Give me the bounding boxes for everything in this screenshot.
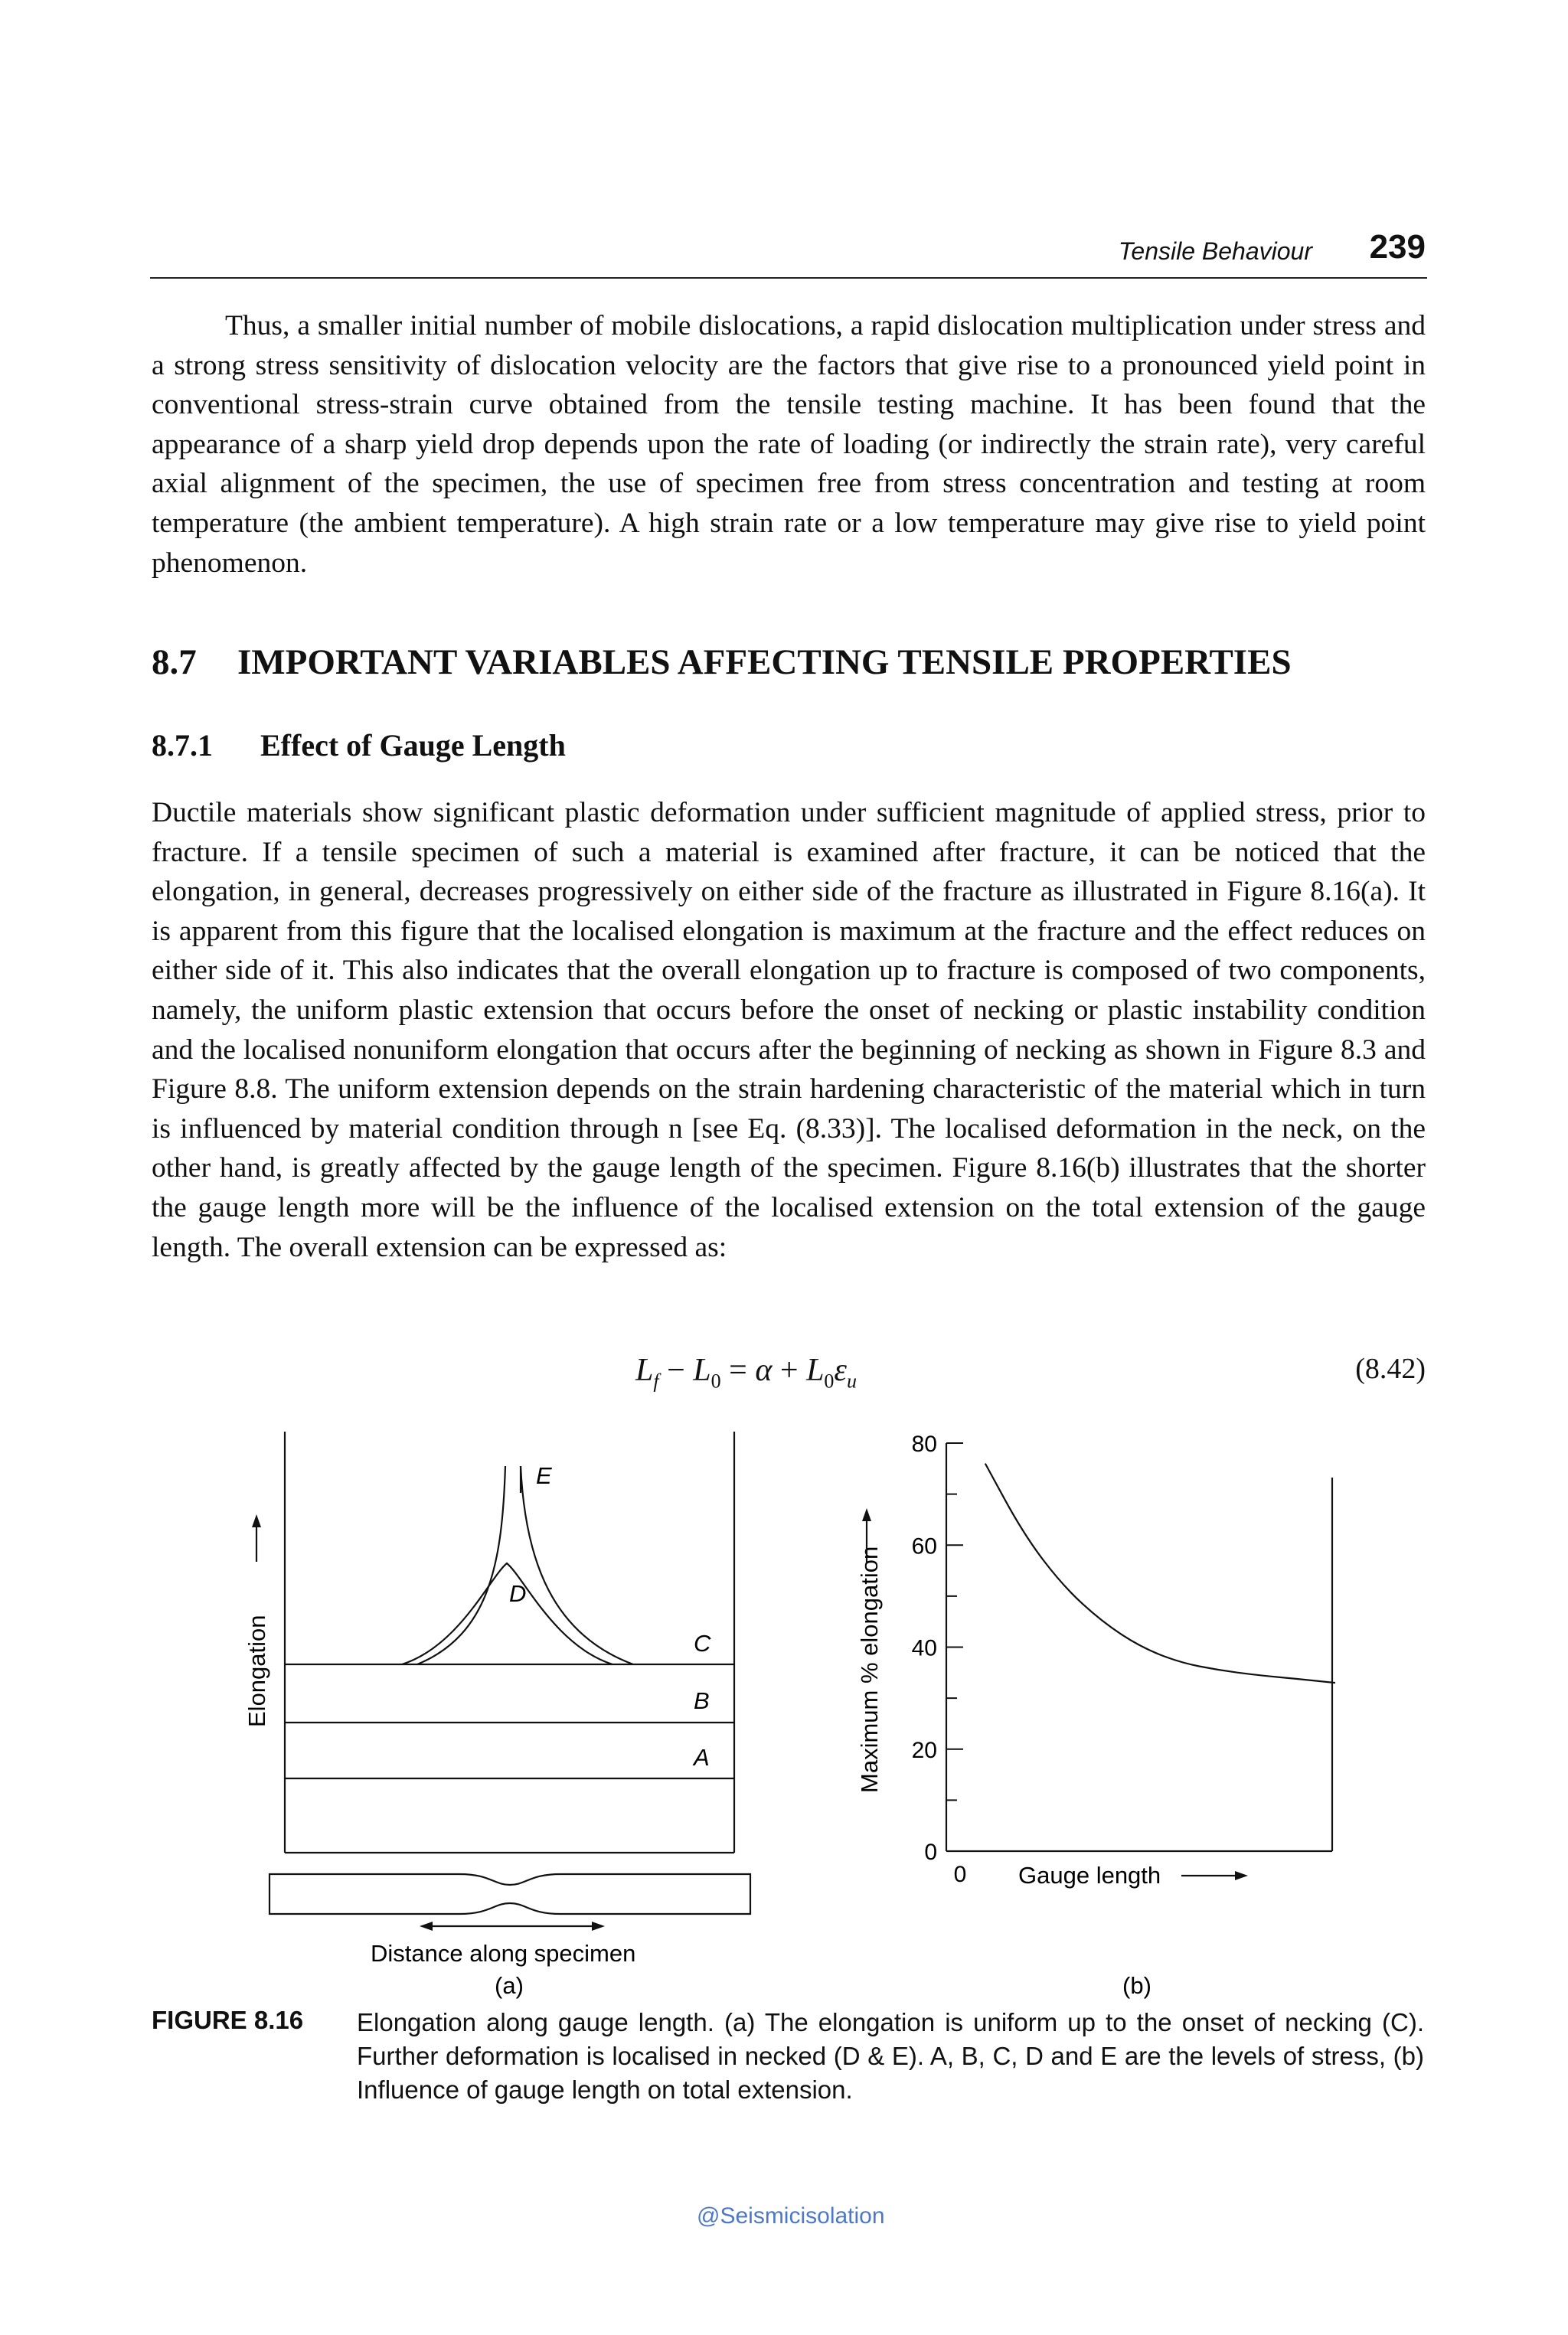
equation-number: (8.42) (1355, 1353, 1426, 1385)
paragraph-gauge-length: Ductile materials show significant plastic deformation under sufficient magnitude of applied stress, prior to fracture. If a tensile specimen of such a material is examined after fracture, it can be noticed that the elongation, in general, decreases progressively on either side of the fracture as illustrated in Figure 8.16(a). It is apparent from this figure that the localised elongation is maximum at the fracture and the effect reduces on either side of it. This also indicates that the overall elongation up to fracture is composed of two components, namely, the uniform plastic extension that occurs before the onset of necking or plastic instability condition and the localised nonuniform elongation that occurs after the beginning of necking as shown in Figure 8.3 and Figure 8.8. The uniform extension depends on the strain hardening characteristic of the material which in turn is influenced by material condition through n [see Eq. (8.33)]. The localised deformation in the neck, on the other hand, is greatly affected by the gauge length of the specimen. Figure 8.16(b) illustrates that the shorter the gauge length more will be the influence of the localised extension on the total extension of the gauge length. The overall extension can be expressed as: (152, 797, 1426, 1263)
level-d-curve (402, 1563, 612, 1664)
y-axis-label-arrow-head (862, 1508, 871, 1521)
y-tick-label-80: 80 (911, 1432, 937, 1457)
figure-caption-label: FIGURE 8.16 (152, 2006, 304, 2034)
running-title: Tensile Behaviour (1118, 237, 1312, 265)
fig-a-x-label: Distance along specimen (371, 1940, 636, 1967)
elongation-curve (985, 1464, 1335, 1683)
label-b: B (694, 1687, 710, 1714)
x-tick-label-0: 0 (953, 1862, 967, 1887)
fig-a-panel-label: (a) (495, 1972, 524, 1999)
y-tick-label-40: 40 (911, 1635, 937, 1661)
level-e-curve-right (521, 1466, 633, 1664)
fig-b-panel-label: (b) (1122, 1972, 1152, 1999)
y-tick-label-60: 60 (911, 1533, 937, 1559)
figure-caption-text: Elongation along gauge length. (a) The elongation is uniform up to the onset of necking (C). Further deformation is localised in necked (D & E). A, B, C, D and E are the levels of stress, (b) Influence of gauge length on total extension. (357, 2008, 1424, 2104)
watermark: @Seismicisolation (697, 2203, 885, 2229)
distance-arrow-right-head (592, 1922, 605, 1931)
figure-a (252, 1432, 750, 1931)
section-number: 8.7 (152, 642, 197, 682)
subsection-number: 8.7.1 (152, 728, 213, 763)
label-e: E (536, 1462, 552, 1489)
x-axis-label: Gauge length (1018, 1862, 1161, 1889)
page-number: 239 (1369, 228, 1426, 266)
label-c: C (694, 1630, 711, 1657)
x-axis-label-arrow-head (1235, 1871, 1248, 1880)
y-axis-label: Maximum % elongation (856, 1546, 883, 1793)
fig-a-y-label: Elongation (243, 1615, 270, 1727)
equation-8-42: $L_f - L_0 = \alpha + L_0\varepsilon_u$ (635, 1353, 857, 1393)
section-title: IMPORTANT VARIABLES AFFECTING TENSILE PROPERTIES (237, 642, 1292, 682)
y-tick-label-20: 20 (911, 1737, 937, 1763)
label-a: A (694, 1744, 710, 1771)
subsection-title: Effect of Gauge Length (260, 728, 566, 763)
elongation-arrow-head (252, 1514, 261, 1527)
figure-b-chart (856, 1432, 1335, 1889)
paragraph-yield-point: Thus, a smaller initial number of mobile dislocations, a rapid dislocation multiplication under stress and a strong stress sensitivity of dislocation velocity are the factors that give rise to a pronounced yield point in conventional stress-strain curve obtained from the tensile testing machine. It has been found that the appearance of a sharp yield drop depends upon the rate of loading (or indirectly the strain rate), very careful axial alignment of the specimen, the use of specimen free from stress concentration and testing at room temperature (the ambient temperature). A high strain rate or a low temperature may give rise to yield point phenomenon. (152, 310, 1426, 579)
level-e-curve-left (417, 1466, 505, 1664)
label-d: D (509, 1580, 527, 1607)
specimen-outline (270, 1874, 750, 1914)
y-tick-label-0: 0 (924, 1840, 937, 1865)
distance-arrow-left-head (420, 1922, 433, 1931)
